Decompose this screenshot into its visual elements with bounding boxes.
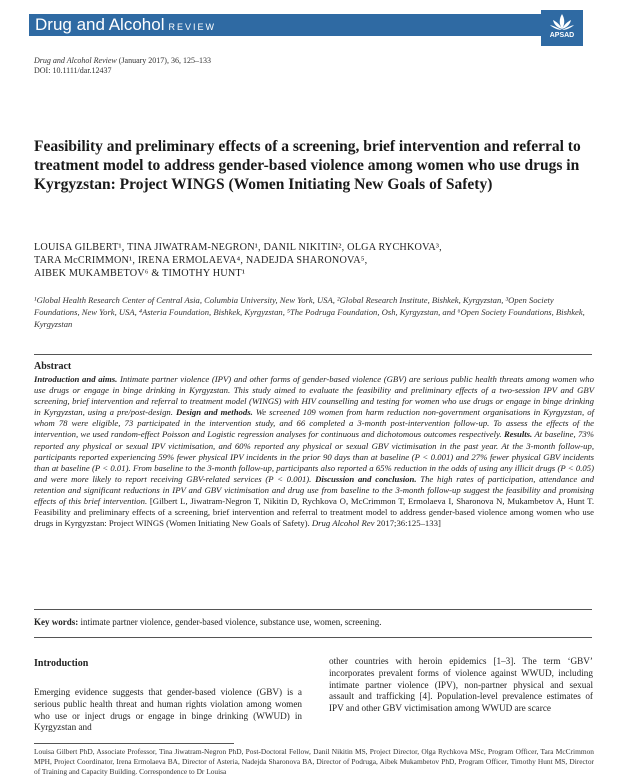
citation-details: (January 2017), 36, 125–133 (116, 56, 211, 65)
abstract-design-label: Design and methods. (172, 407, 253, 418)
section-divider (34, 637, 592, 638)
author-line: AIBEK MUKAMBETOV⁶ & TIMOTHY HUNT¹ (34, 268, 246, 279)
introduction-heading: Introduction (34, 658, 89, 669)
abstract-intro-label: Introduction and aims. (34, 374, 118, 384)
abstract-results-label: Results. (501, 429, 533, 440)
article-citation (34, 56, 211, 76)
abstract-discussion-label: Discussion and conclusion. (311, 473, 417, 484)
abstract-citation-end: 2017;36:125–133] (374, 518, 441, 529)
body-column-right: other countries with heroin epidemics [1–3]. The term ‘GBV’ incorporates prevalent forms of violence against WWUD, including intimate partner violence (IPV), non-partner physical and sexual assault and trafficking [4]. Population-level prevalence estimates of IPV and other GBV victimisation among WWUD are scarce (329, 656, 593, 714)
abstract-design-text: We screened 109 women from harm reduction non-government organisations in Kyrgyzstan, of whom 78 were eligible, 73 participated in the intervention study, and 66 completed a 3-month post-intervention follow-up. To assess the effects of the intervention, we used random-effect Poisson and Logistic regression analyses for continuous and dichotomous outcomes respectively. (34, 407, 594, 440)
author-list (34, 241, 594, 280)
abstract-citation-journal: Drug Alcohol Rev (309, 518, 375, 529)
abstract-heading: Abstract (34, 361, 72, 372)
publisher-logo-text: APSAD (549, 32, 575, 39)
journal-banner (29, 14, 541, 36)
abstract-body (34, 374, 594, 529)
journal-name-main: Drug and Alcohol (35, 15, 165, 34)
author-line: TARA McCRIMMON¹, IRENA ERMOLAEVA⁴, NADEJDA SHARONOVA⁵, (34, 255, 368, 266)
section-divider (34, 609, 592, 610)
body-column-left: Emerging evidence suggests that gender-based violence (GBV) is a serious public health threat and human rights violation among women who use or inject drugs or engage in binge drinking (WWUD) in Kyrgyzstan and (34, 687, 302, 733)
keywords-text: intimate partner violence, gender-based violence, substance use, women, screening. (78, 617, 382, 627)
keywords-label: Key words: (34, 617, 79, 627)
author-line: LOUISA GILBERT¹, TINA JIWATRAM-NEGRON¹, DANIL NIKITIN², OLGA RYCHKOVA³, (34, 242, 442, 253)
author-footnote: Louisa Gilbert PhD, Associate Professor, Tina Jiwatram-Negron PhD, Post-Doctoral Fellow, Danil Nikitin MS, Project Director, Olga Rychkova MSc, Program Officer, Tara McCrimmon MPH, Project Coordinator, Irena Ermolaeva BA, Director of Asteria, Nadejda Sharonova BA, Director of Podruga, Aibek Mukambetov PhD, Program Officer, Timothy Hunt MS, Director of Training and Capacity Building. Correspondence to Dr Louisa (34, 747, 594, 776)
abstract-intro-text: Intimate partner violence (IPV) and other forms of gender-based violence (GBV) are serious public health threats among women who use drugs or engage in binge drinking in Kyrgyzstan. This study aimed to evaluate the feasibility and preliminary effects of a two-session IPV and GBV screening, brief intervention and referral to treatment model (WINGS) with HIV counselling and testing for women who use drugs or engage in binge drinking in Kyrgyzstan, using a pre/post-design. (34, 374, 594, 418)
section-divider (34, 354, 592, 355)
journal-name-suffix: REVIEW (168, 22, 216, 32)
citation-doi[interactable]: DOI: 10.1111/dar.12437 (34, 66, 112, 75)
affiliations: ¹Global Health Research Center of Central Asia, Columbia University, New York, USA, ²Global Research Institute, Bishkek, Kyrgyzstan, ³Open Society Foundations, New York, USA, ⁴Asteria Foundation, Bishkek, Kyrgyzstan, ⁵The Podruga Foundation, Osh, Kyrgyzstan, and ⁶Open Society Foundations, Bishkek, Kyrgyzstan (34, 295, 585, 329)
publisher-logo (541, 10, 583, 46)
abstract-discussion-text: The high rates of participation, attendance and retention and significant reductions in IPV and GBV victimisation and drug use from baseline to the 3-month follow-up suggest the feasibility and promising effects of this brief intervention. (34, 473, 595, 507)
abstract-results-text: At baseline, 73% reported any physical or sexual IPV victimisation, and 60% reported any physical or sexual GBV victimisation in the past year. At the 3-month follow-up, participants reported experiencing 59% fewer physical IPV incidents in the prior 90 days than at baseline (P < 0.001) and 27% fewer physical GBV incidents than at baseline (P < 0.01). From baseline to the 3-month follow-up, participants also reported a 65% reduction in the odds of using any illicit drugs (P < 0.05) and were more likely to report receiving GBV-related services (P < 0.001). (34, 429, 594, 484)
citation-journal: Drug and Alcohol Review (34, 56, 117, 65)
journal-name (35, 14, 216, 38)
keywords (34, 617, 594, 627)
lotus-icon (550, 12, 574, 32)
journal-header (0, 0, 623, 48)
footnote-divider (34, 743, 234, 744)
abstract-citation-text: [Gilbert L, Jiwatram-Negron T, Nikitin D, Rychkova O, McCrimmon T, Ermolaeva I, Sharonova N, Mukambetov A, Hunt T. Feasibility and preliminary effects of a screening, brief intervention and referral to treatment model to address gender-based violence among women who use drugs in Kyrgyzstan: Project WINGS (Women Initiating New Goals of Safety). (34, 496, 594, 529)
article-title: Feasibility and preliminary effects of a screening, brief intervention and referral to treatment model to address gender-based violence among women who use drugs in Kyrgyzstan: Project WINGS (Women Initiating New Goals of Safety) (34, 138, 581, 193)
